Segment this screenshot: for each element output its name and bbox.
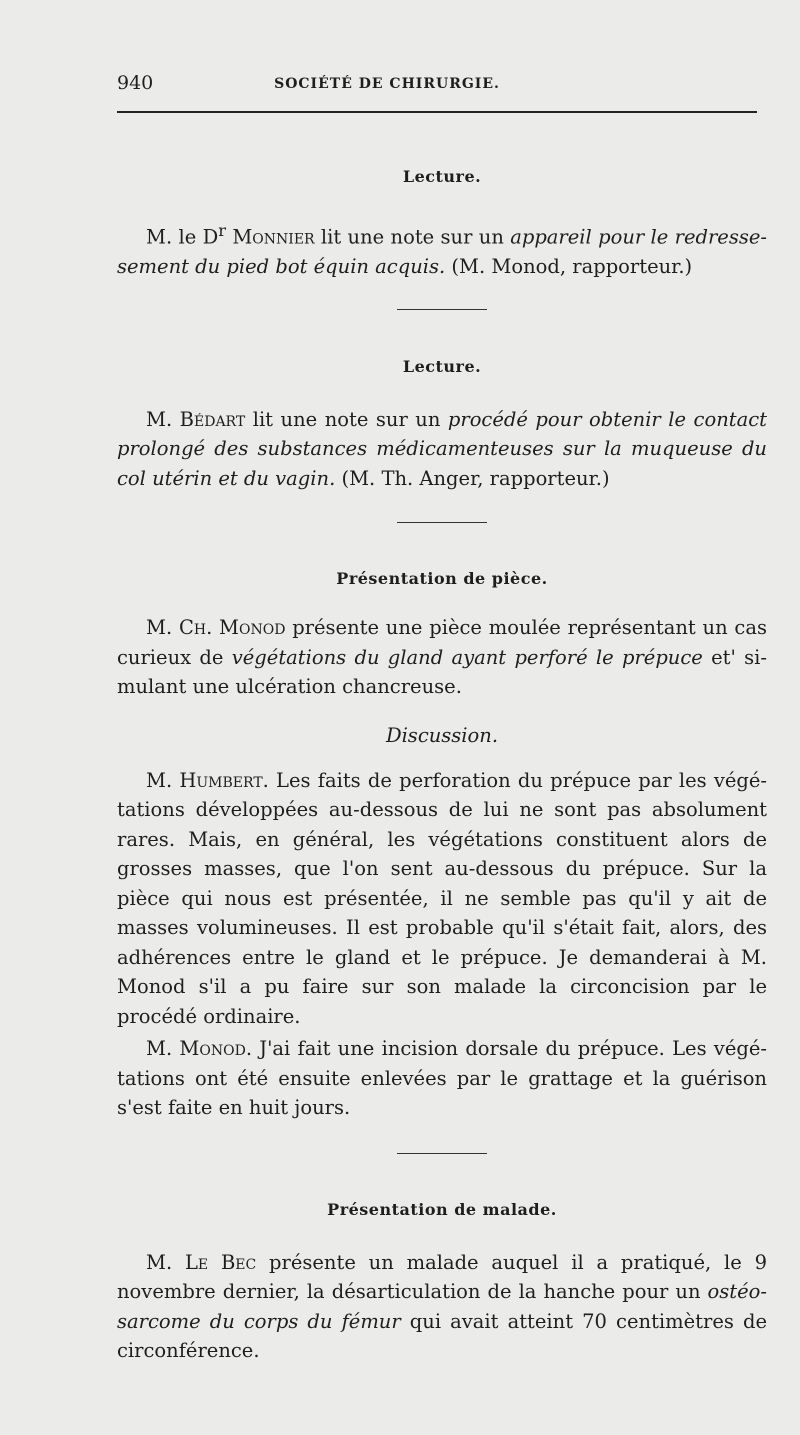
italic-title: ostéo-sarcome du corps du fémur [117,1280,767,1333]
text-run: . J'ai fait une incision dorsale du prépuce. Les végé-tations ont été ensuite enlevées par le grattage et la guérison s'est faite en huit jours. [117,1037,767,1119]
text-run: (M. Th. Anger, rapporteur.) [335,466,610,490]
paragraph-monnier [117,216,767,282]
paragraph-monod-reply [117,1034,767,1123]
paragraph-ch-monod [117,613,767,702]
text-run: M. [146,407,180,431]
text-run: M. [146,616,179,639]
section-divider [397,1153,487,1154]
text-run: M. [146,1250,185,1274]
person-name: Monod [179,1037,246,1060]
text-run: M. le D [146,225,219,249]
text-run: lit une note sur un [245,407,448,431]
text-run: qui avait atteint 70 centimètres de circonférence. [117,1309,767,1362]
superscript: r [218,221,227,240]
person-name: Le Bec [184,1250,257,1274]
person-name: Monnier [232,225,315,249]
running-title: SOCIÉTÉ DE CHIRURGIE. [274,76,500,92]
section-divider [397,522,487,523]
italic-title: procédé pour obtenir le contact prolongé des substances médicamenteuses sur la muqueuse du col utérin et du vagin. [117,407,767,490]
person-name: Ch. Monod [178,616,286,639]
text-run: présente une pièce moulée représentant un cas curieux de [117,616,767,669]
paragraph-bedart [117,405,767,494]
running-header [117,72,757,102]
paragraph-le-bec [117,1248,767,1366]
section-heading-lecture-1: Lecture. [402,167,482,186]
text-run: M. [146,1037,180,1060]
section-divider [397,309,487,310]
italic-title: appareil pour le redresse-sement du pied bot équin acquis. [117,225,767,278]
page-number: 940 [117,72,154,94]
section-heading-lecture-2: Lecture. [402,356,482,376]
italic-title: végétations du gland ayant perforé le prépuce [231,645,703,669]
section-heading-presentation-malade: Présentation de malade. [327,1199,557,1219]
paragraph-humbert [117,766,767,1032]
text-run: présente un malade auquel il a pratiqué, le 9 novembre dernier, la désarticulation de la hanche pour un [117,1250,767,1303]
page-body [117,163,767,1366]
text-run: et' si-mulant une ulcération chancreuse. [117,645,767,698]
discussion-heading: Discussion. [385,723,499,747]
text-run: M. [146,768,180,792]
person-name: Bédart [179,407,246,431]
header-rule [117,111,757,113]
section-heading-presentation-piece: Présentation de pièce. [336,569,548,588]
text-run: . Les faits de perforation du prépuce par les végé-tations développées au-dessous de lui ne sont pas absolument rares. Mais, en général, les végétations constituent alors de grosses masses, que l'on sent au-dessous du prépuce. Sur la pièce qui nous est présentée, il ne semble pas qu'il y ait de masses volumineuses. Il est probable qu'il s'était fait, alors, des adhérences entre le gland et le prépuce. Je demanderai à M. Monod s'il a pu faire sur son malade la circoncision par le procédé ordinaire. [117,768,767,1028]
person-name: Humbert [179,768,263,792]
text-run: (M. Monod, rapporteur.) [445,255,693,278]
text-run: lit une note sur un [314,225,511,249]
